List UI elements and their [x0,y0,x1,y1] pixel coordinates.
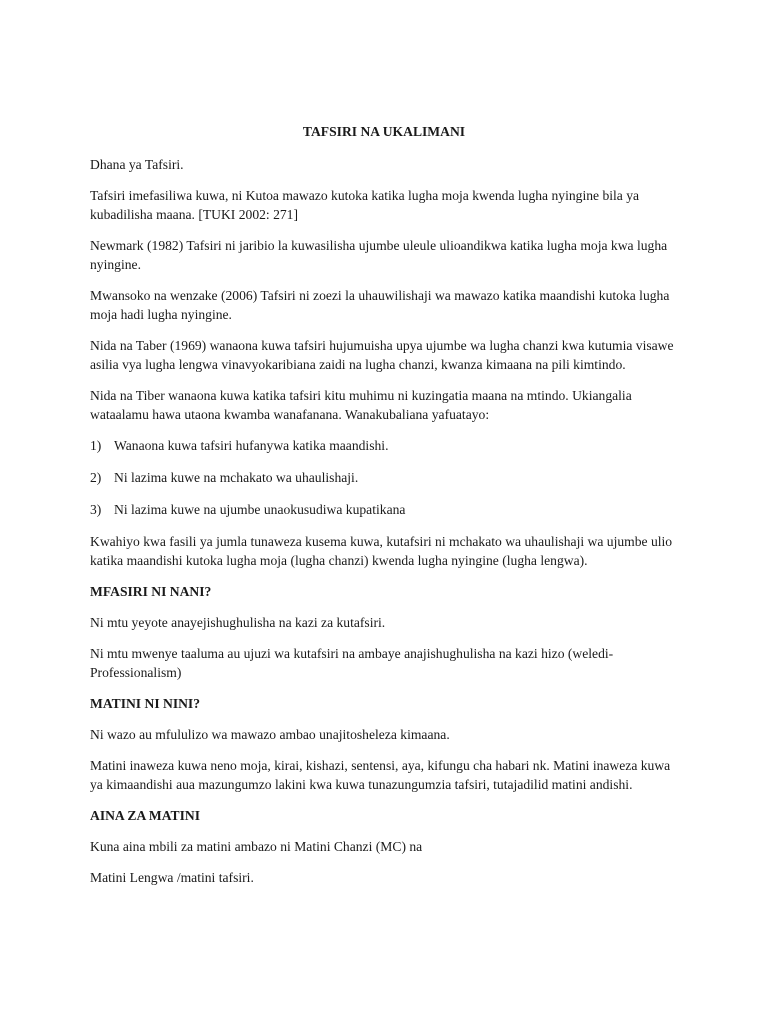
list-text: Wanaona kuwa tafsiri hufanywa katika maandishi. [114,438,389,453]
paragraph-matini-2: Matini inaweza kuwa neno moja, kirai, kishazi, sentensi, aya, kifungu cha habari nk. Matini inaweza kuwa ya kimaandishi aua mazungumzo lakini kwa kuwa tunazungumzia tafsiri, tutajadilid matini andishi. [90,758,671,792]
list-item [90,468,678,487]
list-text: Ni lazima kuwe na ujumbe unaokusudiwa kupatikana [114,502,406,517]
paragraph-aina-2: Matini Lengwa /matini tafsiri. [90,870,254,885]
paragraph-definition-heading: Dhana ya Tafsiri. [90,157,184,172]
list-text: Ni lazima kuwe na mchakato wa uhaulishaji. [114,470,359,485]
paragraph-matini-1: Ni wazo au mfululizo wa mawazo ambao unajitosheleza kimaana. [90,727,450,742]
list-item [90,500,678,519]
section-heading-matini: MATINI NI NINI? [90,696,201,711]
list-number: 1) [90,438,102,453]
list-item [90,436,678,455]
list-number: 3) [90,502,102,517]
section-heading-mfasiri: MFASIRI NI NANI? [90,584,212,599]
paragraph-tuki-definition: Tafsiri imefasiliwa kuwa, ni Kutoa mawazo kutoka katika lugha moja kwenda lugha nyingine bila ya kubadilisha maana. [TUKI 2002: 271] [90,188,640,222]
paragraph-nida-tiber: Nida na Tiber wanaona kuwa katika tafsiri kitu muhimu ni kuzingatia maana na mtindo. Ukiangalia wataalamu hawa utaona kwamba wanafanana. Wanakubaliana yafuatayo: [90,388,632,422]
paragraph-newmark: Newmark (1982) Tafsiri ni jaribio la kuwasilisha ujumbe uleule ulioandikwa katika lugha moja kwa lugha nyingine. [90,238,668,272]
section-heading-aina: AINA ZA MATINI [90,808,201,823]
paragraph-aina-1: Kuna aina mbili za matini ambazo ni Matini Chanzi (MC) na [90,839,423,854]
paragraph-mfasiri-1: Ni mtu yeyote anayejishughulisha na kazi za kutafsiri. [90,615,386,630]
paragraph-nida-taber: Nida na Taber (1969) wanaona kuwa tafsiri hujumuisha upya ujumbe wa lugha chanzi kwa kutumia visawe asilia vya lugha lengwa vinavyokaribiana zaidi na lugha chanzi, kwanza kimaana na pili kimtindo. [90,338,674,372]
document-title: TAFSIRI NA UKALIMANI [302,124,466,139]
paragraph-mwansoko: Mwansoko na wenzake (2006) Tafsiri ni zoezi la uhauwilishaji wa mawazo katika maandishi kutoka lugha moja hadi lugha nyingine. [90,288,670,322]
paragraph-general-definition: Kwahiyo kwa fasili ya jumla tunaweza kusema kuwa, kutafsiri ni mchakato wa uhaulishaji wa ujumbe ulio katika maandishi kutoka lugha moja (lugha chanzi) kwenda lugha nyingine (lugha lengwa). [90,534,673,568]
paragraph-mfasiri-2: Ni mtu mwenye taaluma au ujuzi wa kutafsiri na ambaye anajishughulisha na kazi hizo (weledi-Professionalism) [90,646,614,680]
list-number: 2) [90,470,102,485]
